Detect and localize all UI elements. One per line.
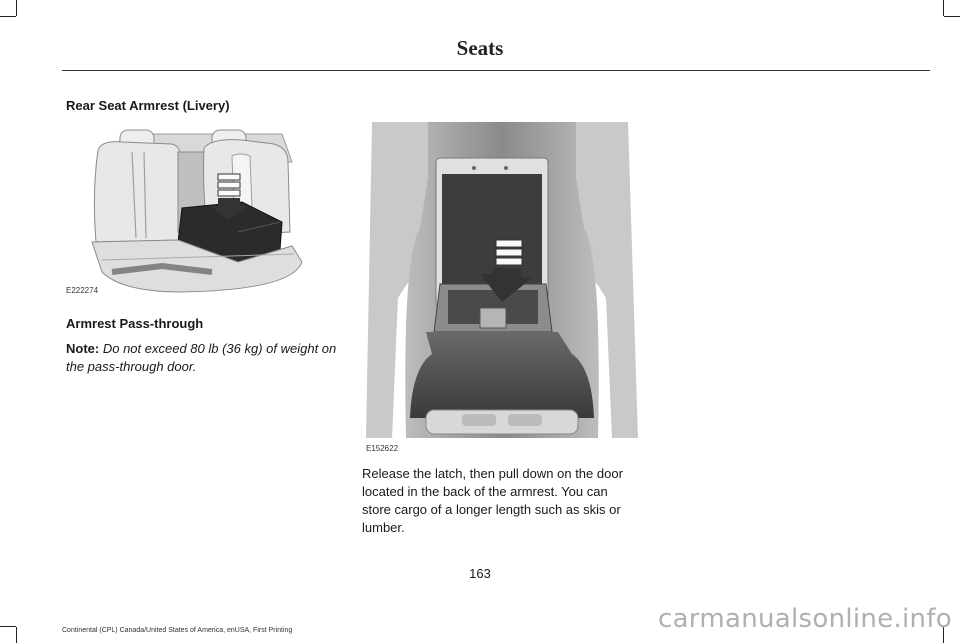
figure-code-armrest: E152622 [366,444,399,453]
crop-mark-top-left-v [16,0,17,16]
footer-text: Continental (CPL) Canada/United States of America, enUSA, First Printing [62,627,293,634]
watermark: carmanualsonline.info [657,604,952,634]
pass-through-heading: Armrest Pass-through [66,316,204,331]
crop-mark-bottom-left-h [0,626,16,627]
note-text: Do not exceed 80 lb (36 kg) of weight on the pass-through door. [66,341,337,374]
crop-mark-top-left-h [0,16,16,17]
instruction-paragraph: Release the latch, then pull down on the door located in the back of the armrest. You can store cargo of a longer length such as skis or lumber. [362,466,623,535]
figure-code-rear-seat: E222274 [66,286,99,295]
header-divider [62,70,930,71]
crop-mark-top-right-h [944,16,960,17]
note-label: Note: [66,341,100,356]
armrest-drawing [362,118,642,438]
crop-mark-top-right-v [943,0,944,16]
page-title: Seats [456,36,504,60]
rear-seat-drawing [62,122,342,300]
section-heading: Rear Seat Armrest (Livery) [66,98,230,113]
crop-mark-bottom-left-v [16,627,17,643]
weight-note [66,340,346,376]
rear-seat-illustration [62,122,342,300]
armrest-illustration [362,118,642,456]
page-number: 163 [469,566,491,581]
